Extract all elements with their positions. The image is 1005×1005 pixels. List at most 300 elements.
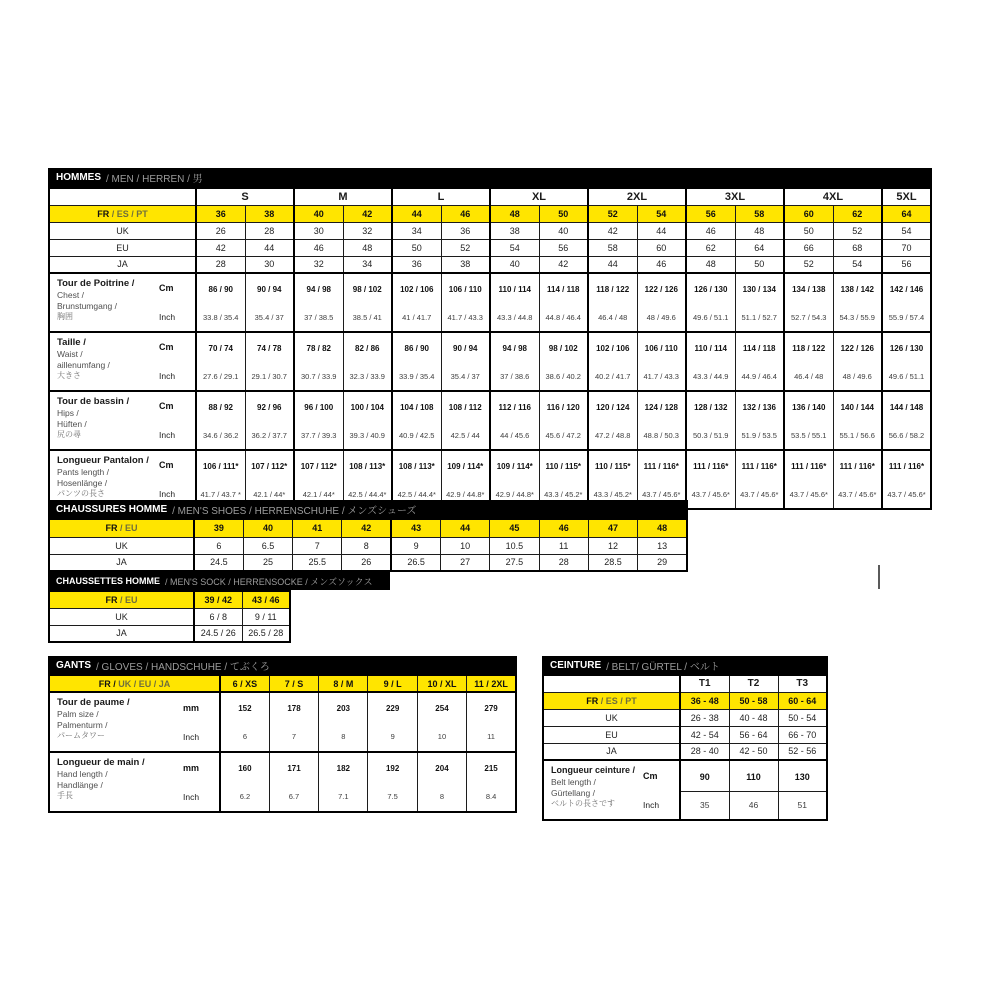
inch-value: 35.4 / 37 [450, 371, 480, 381]
fr-size-value: 40 [294, 205, 343, 222]
palm-cell [417, 692, 466, 752]
shoes-uk-label: UK [49, 537, 194, 554]
stray-mark [878, 565, 880, 589]
fr-label-rest: / ES / PT [111, 208, 148, 219]
inch-value: 51.9 / 53.5 [741, 430, 777, 440]
palm-label-cell [49, 692, 220, 752]
label-de: Brunstumgang / [57, 301, 118, 312]
eu-row-label: EU [49, 239, 196, 256]
chest-cell [833, 273, 882, 332]
shoes-size-table [48, 518, 688, 572]
shoes-fr-label [49, 519, 194, 537]
waist-cell [539, 332, 588, 391]
hips-cell [882, 391, 931, 450]
inch-value: 37.7 / 39.3 [301, 430, 337, 440]
belt-ja-value: 42 - 50 [729, 743, 778, 760]
shoes-uk-value: 9 [391, 537, 440, 554]
inch-value: 51.1 / 52.7 [741, 312, 777, 322]
belt-ja-value: 52 - 56 [778, 743, 827, 760]
eu-size-value: 52 [441, 239, 490, 256]
waist-cell [245, 332, 294, 391]
eu-size-value: 70 [882, 239, 931, 256]
inch-value: 38.5 / 41 [352, 312, 382, 322]
eu-size-value: 46 [294, 239, 343, 256]
men-title-translations: / MEN / HERREN / 男 [106, 174, 203, 185]
shoes-uk-value: 10.5 [490, 537, 539, 554]
mm-value: 178 [287, 704, 301, 713]
cm-value: 102 / 106 [596, 344, 630, 353]
unit-cm: Cm [643, 770, 658, 781]
cm-value: 130 / 134 [742, 285, 776, 294]
belt-t-value: T2 [729, 675, 778, 692]
inch-value: 42.1 / 44* [253, 489, 286, 499]
label-en: Palm size / [57, 709, 99, 720]
hips-cell [686, 391, 735, 450]
waist-cell [686, 332, 735, 391]
mm-value: 254 [435, 704, 449, 713]
label-fr: Taille / [57, 337, 86, 348]
inch-value: 43.7 / 45.6* [838, 489, 877, 499]
hips-row [49, 391, 931, 450]
uk-size-value: 52 [833, 222, 882, 239]
chest-label-cell [49, 273, 196, 332]
belt-length-cell [680, 760, 729, 820]
ja-size-value: 40 [490, 256, 539, 273]
size-group-cell: M [294, 188, 392, 205]
socks-fr-value: 43 / 46 [242, 591, 290, 608]
belt-eu-value: 56 - 64 [729, 726, 778, 743]
label-de: Gürtellang / [551, 787, 595, 798]
hips-cell [294, 391, 343, 450]
cm-value: 104 / 108 [400, 403, 434, 412]
eu-size-value: 62 [686, 239, 735, 256]
inch-value: 46.4 / 48 [794, 371, 824, 381]
label-de: Palmenturm / [57, 720, 108, 731]
fr-label: FR [105, 523, 118, 534]
inch-value: 40.9 / 42.5 [399, 430, 435, 440]
eu-size-value: 50 [392, 239, 441, 256]
fr-label-rest: / EU [120, 523, 138, 534]
cm-value: 94 / 98 [306, 285, 331, 294]
cm-value: 122 / 126 [644, 285, 678, 294]
uk-size-value: 54 [882, 222, 931, 239]
shoes-fr-value: 41 [293, 519, 342, 537]
mm-value: 203 [336, 704, 350, 713]
cm-value: 110 / 115* [594, 462, 631, 471]
label-de: Hüften / [57, 419, 87, 430]
mm-value: 204 [435, 764, 449, 773]
mm-value: 152 [238, 704, 252, 713]
men-shoes-section [48, 500, 688, 572]
belt-length-label-cell [543, 760, 680, 820]
inch-value: 37 / 38.5 [304, 312, 334, 322]
unit-inch: Inch [183, 791, 200, 802]
socks-ja-row [49, 625, 290, 642]
cm-value: 111 / 116* [839, 462, 875, 471]
fr-label: FR [586, 695, 599, 706]
eu-size-row [49, 239, 931, 256]
uk-size-row [49, 222, 931, 239]
fr-size-value: 48 [490, 205, 539, 222]
inch-value: 34.6 / 36.2 [203, 430, 239, 440]
size-group-cell: 4XL [784, 188, 882, 205]
belt-ja-value: 28 - 40 [680, 743, 729, 760]
eu-size-value: 68 [833, 239, 882, 256]
inch-value: 41.7 / 43.3 [643, 371, 679, 381]
cm-value: 122 / 126 [840, 344, 874, 353]
gloves-size-value: 8 / M [319, 675, 368, 692]
belt-eu-row [543, 726, 827, 743]
hips-cell [441, 391, 490, 450]
shoes-ja-value: 25 [243, 554, 292, 571]
inch-value: 43.7 / 45.6* [789, 489, 828, 499]
uk-size-value: 40 [539, 222, 588, 239]
size-group-cell: 5XL [882, 188, 931, 205]
ja-size-value: 50 [735, 256, 784, 273]
pants-cell [882, 450, 931, 509]
cm-value: 112 / 116 [498, 403, 531, 412]
shoes-ja-value: 27.5 [490, 554, 539, 571]
shoes-fr-value: 39 [194, 519, 243, 537]
shoes-fr-value: 43 [391, 519, 440, 537]
label-fr: Longueur ceinture / [551, 765, 636, 775]
cm-value: 109 / 114* [447, 462, 484, 471]
uk-size-value: 26 [196, 222, 245, 239]
cm-value: 111 / 116* [888, 462, 925, 471]
shoes-ja-value: 28.5 [588, 554, 637, 571]
hips-label-cell [49, 391, 196, 450]
fr-size-value: 36 [196, 205, 245, 222]
waist-cell [588, 332, 637, 391]
waist-cell [490, 332, 539, 391]
cm-value: 110 [746, 771, 761, 782]
chest-cell [294, 273, 343, 332]
mm-value: 229 [385, 704, 400, 713]
label-en: Chest / [57, 290, 84, 301]
chest-cell [441, 273, 490, 332]
cm-value: 106 / 110 [448, 285, 482, 294]
hand-cell [220, 752, 269, 812]
palm-size-row [49, 692, 516, 752]
shoes-fr-value: 44 [440, 519, 489, 537]
cm-value: 107 / 112* [300, 462, 337, 471]
socks-title-translations: / MEN'S SOCK / HERRENSOCKE / メンズソックス [165, 576, 373, 587]
belt-ja-row [543, 743, 827, 760]
inch-value: 52.7 / 54.3 [791, 312, 827, 322]
palm-cell [467, 692, 516, 752]
chest-cell [784, 273, 833, 332]
cm-value: 111 / 116* [741, 462, 777, 471]
shoes-ja-value: 29 [638, 554, 687, 571]
inch-value: 6 [242, 732, 247, 741]
inch-value: 49.6 / 51.1 [888, 371, 925, 381]
mm-value: 279 [484, 704, 498, 713]
inch-value: 6.2 [239, 792, 251, 801]
unit-labels [643, 761, 679, 819]
inch-value: 36.2 / 37.7 [251, 430, 287, 440]
fr-size-value: 50 [539, 205, 588, 222]
belt-corner-cell [543, 675, 680, 692]
unit-inch: Inch [159, 488, 176, 499]
shoes-fr-value: 40 [243, 519, 292, 537]
cm-value: 126 / 130 [694, 285, 728, 294]
uk-size-value: 36 [441, 222, 490, 239]
inch-value: 42.5 / 44 [450, 430, 480, 440]
inch-value: 50.3 / 51.9 [693, 430, 729, 440]
label-ja: 尻の尋 [57, 430, 81, 440]
ja-row-label: JA [49, 256, 196, 273]
socks-title-primary: CHAUSSETTES HOMME [56, 576, 161, 586]
cm-value: 106 / 110 [644, 344, 678, 353]
belt-fr-label [543, 692, 680, 709]
inch-value: 43.7 / 45.6* [740, 489, 779, 499]
cm-value: 144 / 148 [889, 403, 924, 412]
uk-size-value: 50 [784, 222, 833, 239]
size-group-cell: L [392, 188, 490, 205]
cm-value: 130 [794, 771, 810, 782]
cm-value: 107 / 112* [251, 462, 288, 471]
waist-cell [833, 332, 882, 391]
uk-size-value: 34 [392, 222, 441, 239]
cm-value: 142 / 146 [889, 285, 924, 294]
cm-value: 116 / 120 [546, 403, 580, 412]
label-fr: Longueur de main / [57, 757, 145, 768]
eu-size-value: 66 [784, 239, 833, 256]
inch-value: 42.9 / 44.8* [495, 489, 534, 499]
shoes-uk-value: 11 [539, 537, 588, 554]
shoes-uk-value: 6 [194, 537, 243, 554]
cm-value: 110 / 114 [694, 344, 727, 353]
cm-value: 70 / 74 [208, 344, 233, 353]
shoes-ja-value: 25.5 [293, 554, 342, 571]
inch-value: 43.7 / 45.6* [887, 489, 926, 499]
socks-uk-row [49, 608, 290, 625]
unit-labels [159, 274, 195, 331]
ja-size-row [49, 256, 931, 273]
gloves-section [48, 656, 517, 813]
belt-uk-value: 26 - 38 [680, 709, 729, 726]
label-fr: Tour de bassin / [57, 396, 130, 407]
shoes-uk-value: 7 [293, 537, 342, 554]
hips-cell [245, 391, 294, 450]
label-de: aillenumfang / [57, 360, 110, 371]
shoes-uk-value: 13 [638, 537, 687, 554]
chest-labels [50, 274, 159, 331]
unit-labels [159, 392, 195, 449]
cm-value: 108 / 113* [349, 462, 386, 471]
belt-table-title [542, 656, 828, 674]
cm-value: 140 / 144 [840, 403, 874, 412]
waist-row [49, 332, 931, 391]
gloves-size-value: 9 / L [368, 675, 417, 692]
inch-value: 46.4 / 48 [598, 312, 628, 322]
cm-value: 90 / 94 [257, 285, 282, 294]
uk-size-value: 44 [637, 222, 686, 239]
cm-value: 90 [699, 771, 710, 782]
fr-size-value: 46 [441, 205, 490, 222]
corner-cell [49, 188, 196, 205]
inch-value: 43.3 / 44.8 [497, 312, 533, 322]
inch-value: 32.3 / 33.9 [349, 371, 385, 381]
belt-title-translations: / BELT/ GÜRTEL / ベルト [606, 661, 720, 673]
ja-size-value: 30 [245, 256, 294, 273]
belt-uk-value: 50 - 54 [778, 709, 827, 726]
shoes-uk-row [49, 537, 687, 554]
inch-value: 51 [779, 791, 827, 818]
men-size-table [48, 187, 932, 510]
gloves-size-row [49, 675, 516, 692]
inch-value: 49.6 / 51.1 [693, 312, 729, 322]
belt-title-primary: CEINTURE [550, 659, 602, 671]
label-en: Belt length / [551, 776, 596, 787]
inch-value: 42.5 / 44.4* [397, 489, 436, 499]
shoes-fr-value: 47 [588, 519, 637, 537]
hips-cell [833, 391, 882, 450]
socks-ja-value: 26.5 / 28 [242, 625, 290, 642]
ja-size-value: 48 [686, 256, 735, 273]
inch-value: 44.9 / 46.4 [741, 371, 777, 381]
hand-cell [319, 752, 368, 812]
shoes-ja-value: 28 [539, 554, 588, 571]
inch-value: 30.7 / 33.9 [301, 371, 337, 381]
inch-value: 44.8 / 46.4 [545, 312, 581, 322]
belt-eu-value: 42 - 54 [680, 726, 729, 743]
cm-value: 111 / 116* [643, 462, 679, 471]
hips-labels [50, 392, 159, 449]
socks-ja-label: JA [49, 625, 194, 642]
shoes-ja-value: 24.5 [194, 554, 243, 571]
belt-eu-value: 66 - 70 [778, 726, 827, 743]
header-label-rest: UK / EU / JA [115, 678, 171, 689]
eu-size-value: 64 [735, 239, 784, 256]
shoes-fr-value: 42 [342, 519, 391, 537]
shoes-ja-value: 27 [440, 554, 489, 571]
gloves-table-title [48, 656, 517, 674]
ja-size-value: 46 [637, 256, 686, 273]
unit-inch: Inch [159, 311, 176, 322]
gloves-title-primary: GANTS [56, 659, 91, 671]
ja-size-value: 52 [784, 256, 833, 273]
fr-size-value: 62 [833, 205, 882, 222]
cm-value: 90 / 94 [453, 344, 478, 353]
mm-value: 215 [484, 764, 498, 773]
waist-cell [392, 332, 441, 391]
belt-uk-row [543, 709, 827, 726]
label-de: Handlänge / [57, 780, 103, 791]
unit-mm: mm [183, 702, 200, 713]
inch-value: 10 [437, 732, 447, 741]
unit-labels [159, 333, 195, 390]
gloves-header-label [49, 675, 220, 692]
belt-length-labels [544, 761, 643, 819]
cm-value: 136 / 140 [792, 403, 826, 412]
fr-label-rest: / EU [120, 594, 138, 605]
hand-cell [269, 752, 318, 812]
belt-fr-row [543, 692, 827, 709]
belt-size-table [542, 674, 828, 821]
inch-value: 43.7 / 45.6* [691, 489, 730, 499]
ja-size-value: 38 [441, 256, 490, 273]
fr-label: FR [97, 208, 110, 219]
fr-label-rest: / ES / PT [600, 695, 637, 706]
cm-value: 78 / 82 [306, 344, 331, 353]
unit-inch: Inch [183, 731, 200, 742]
uk-size-value: 28 [245, 222, 294, 239]
size-group-cell: 3XL [686, 188, 784, 205]
shoes-fr-value: 45 [490, 519, 539, 537]
label-en: Hand length / [57, 769, 108, 780]
size-group-cell: S [196, 188, 294, 205]
shoes-uk-value: 12 [588, 537, 637, 554]
cm-value: 128 / 132 [694, 403, 728, 412]
socks-uk-value: 9 / 11 [242, 608, 290, 625]
ja-size-value: 42 [539, 256, 588, 273]
socks-size-table [48, 590, 291, 643]
hips-cell [196, 391, 245, 450]
chest-cell [392, 273, 441, 332]
mm-value: 182 [336, 764, 350, 773]
shoes-ja-value: 26 [342, 554, 391, 571]
chest-row [49, 273, 931, 332]
cm-value: 96 / 100 [304, 403, 334, 412]
socks-ja-value: 24.5 / 26 [194, 625, 242, 642]
men-title-primary: HOMMES [56, 172, 101, 183]
belt-uk-label: UK [543, 709, 680, 726]
waist-cell [343, 332, 392, 391]
cm-value: 111 / 116* [693, 462, 729, 471]
cm-value: 132 / 136 [742, 403, 776, 412]
eu-size-value: 60 [637, 239, 686, 256]
inch-value: 7.1 [338, 792, 349, 801]
pants-cell [784, 450, 833, 509]
inch-value: 37 / 38.6 [500, 371, 530, 381]
unit-inch: Inch [159, 429, 176, 440]
hips-cell [784, 391, 833, 450]
ja-size-value: 36 [392, 256, 441, 273]
eu-size-value: 44 [245, 239, 294, 256]
men-socks-section [48, 572, 390, 643]
belt-fr-value: 36 - 48 [680, 692, 729, 709]
hips-cell [539, 391, 588, 450]
unit-cm: Cm [159, 283, 174, 294]
inch-value: 43.3 / 45.2* [544, 489, 583, 499]
waist-cell [735, 332, 784, 391]
belt-eu-label: EU [543, 726, 680, 743]
gloves-size-value: 11 / 2XL [467, 675, 516, 692]
cm-value: 98 / 102 [548, 344, 578, 353]
waist-cell [637, 332, 686, 391]
cm-value: 110 / 114 [498, 285, 531, 294]
waist-cell [196, 332, 245, 391]
inch-value: 43.3 / 45.2* [593, 489, 632, 499]
eu-size-value: 56 [539, 239, 588, 256]
inch-value: 56.6 / 58.2 [888, 430, 925, 440]
eu-size-value: 42 [196, 239, 245, 256]
cm-value: 110 / 115* [545, 462, 582, 471]
hips-cell [637, 391, 686, 450]
inch-value: 35.4 / 37 [254, 312, 284, 322]
cm-value: 100 / 104 [350, 403, 384, 412]
pants-cell [686, 450, 735, 509]
ja-size-value: 44 [588, 256, 637, 273]
label-fr: Tour de Poitrine / [57, 278, 135, 289]
chest-cell [637, 273, 686, 332]
label-ja: パンツの長さ [57, 489, 105, 499]
cm-value: 120 / 124 [596, 403, 630, 412]
cm-value: 102 / 106 [400, 285, 434, 294]
label-ja: ベルトの長さです [551, 798, 615, 808]
size-group-row [49, 188, 931, 205]
